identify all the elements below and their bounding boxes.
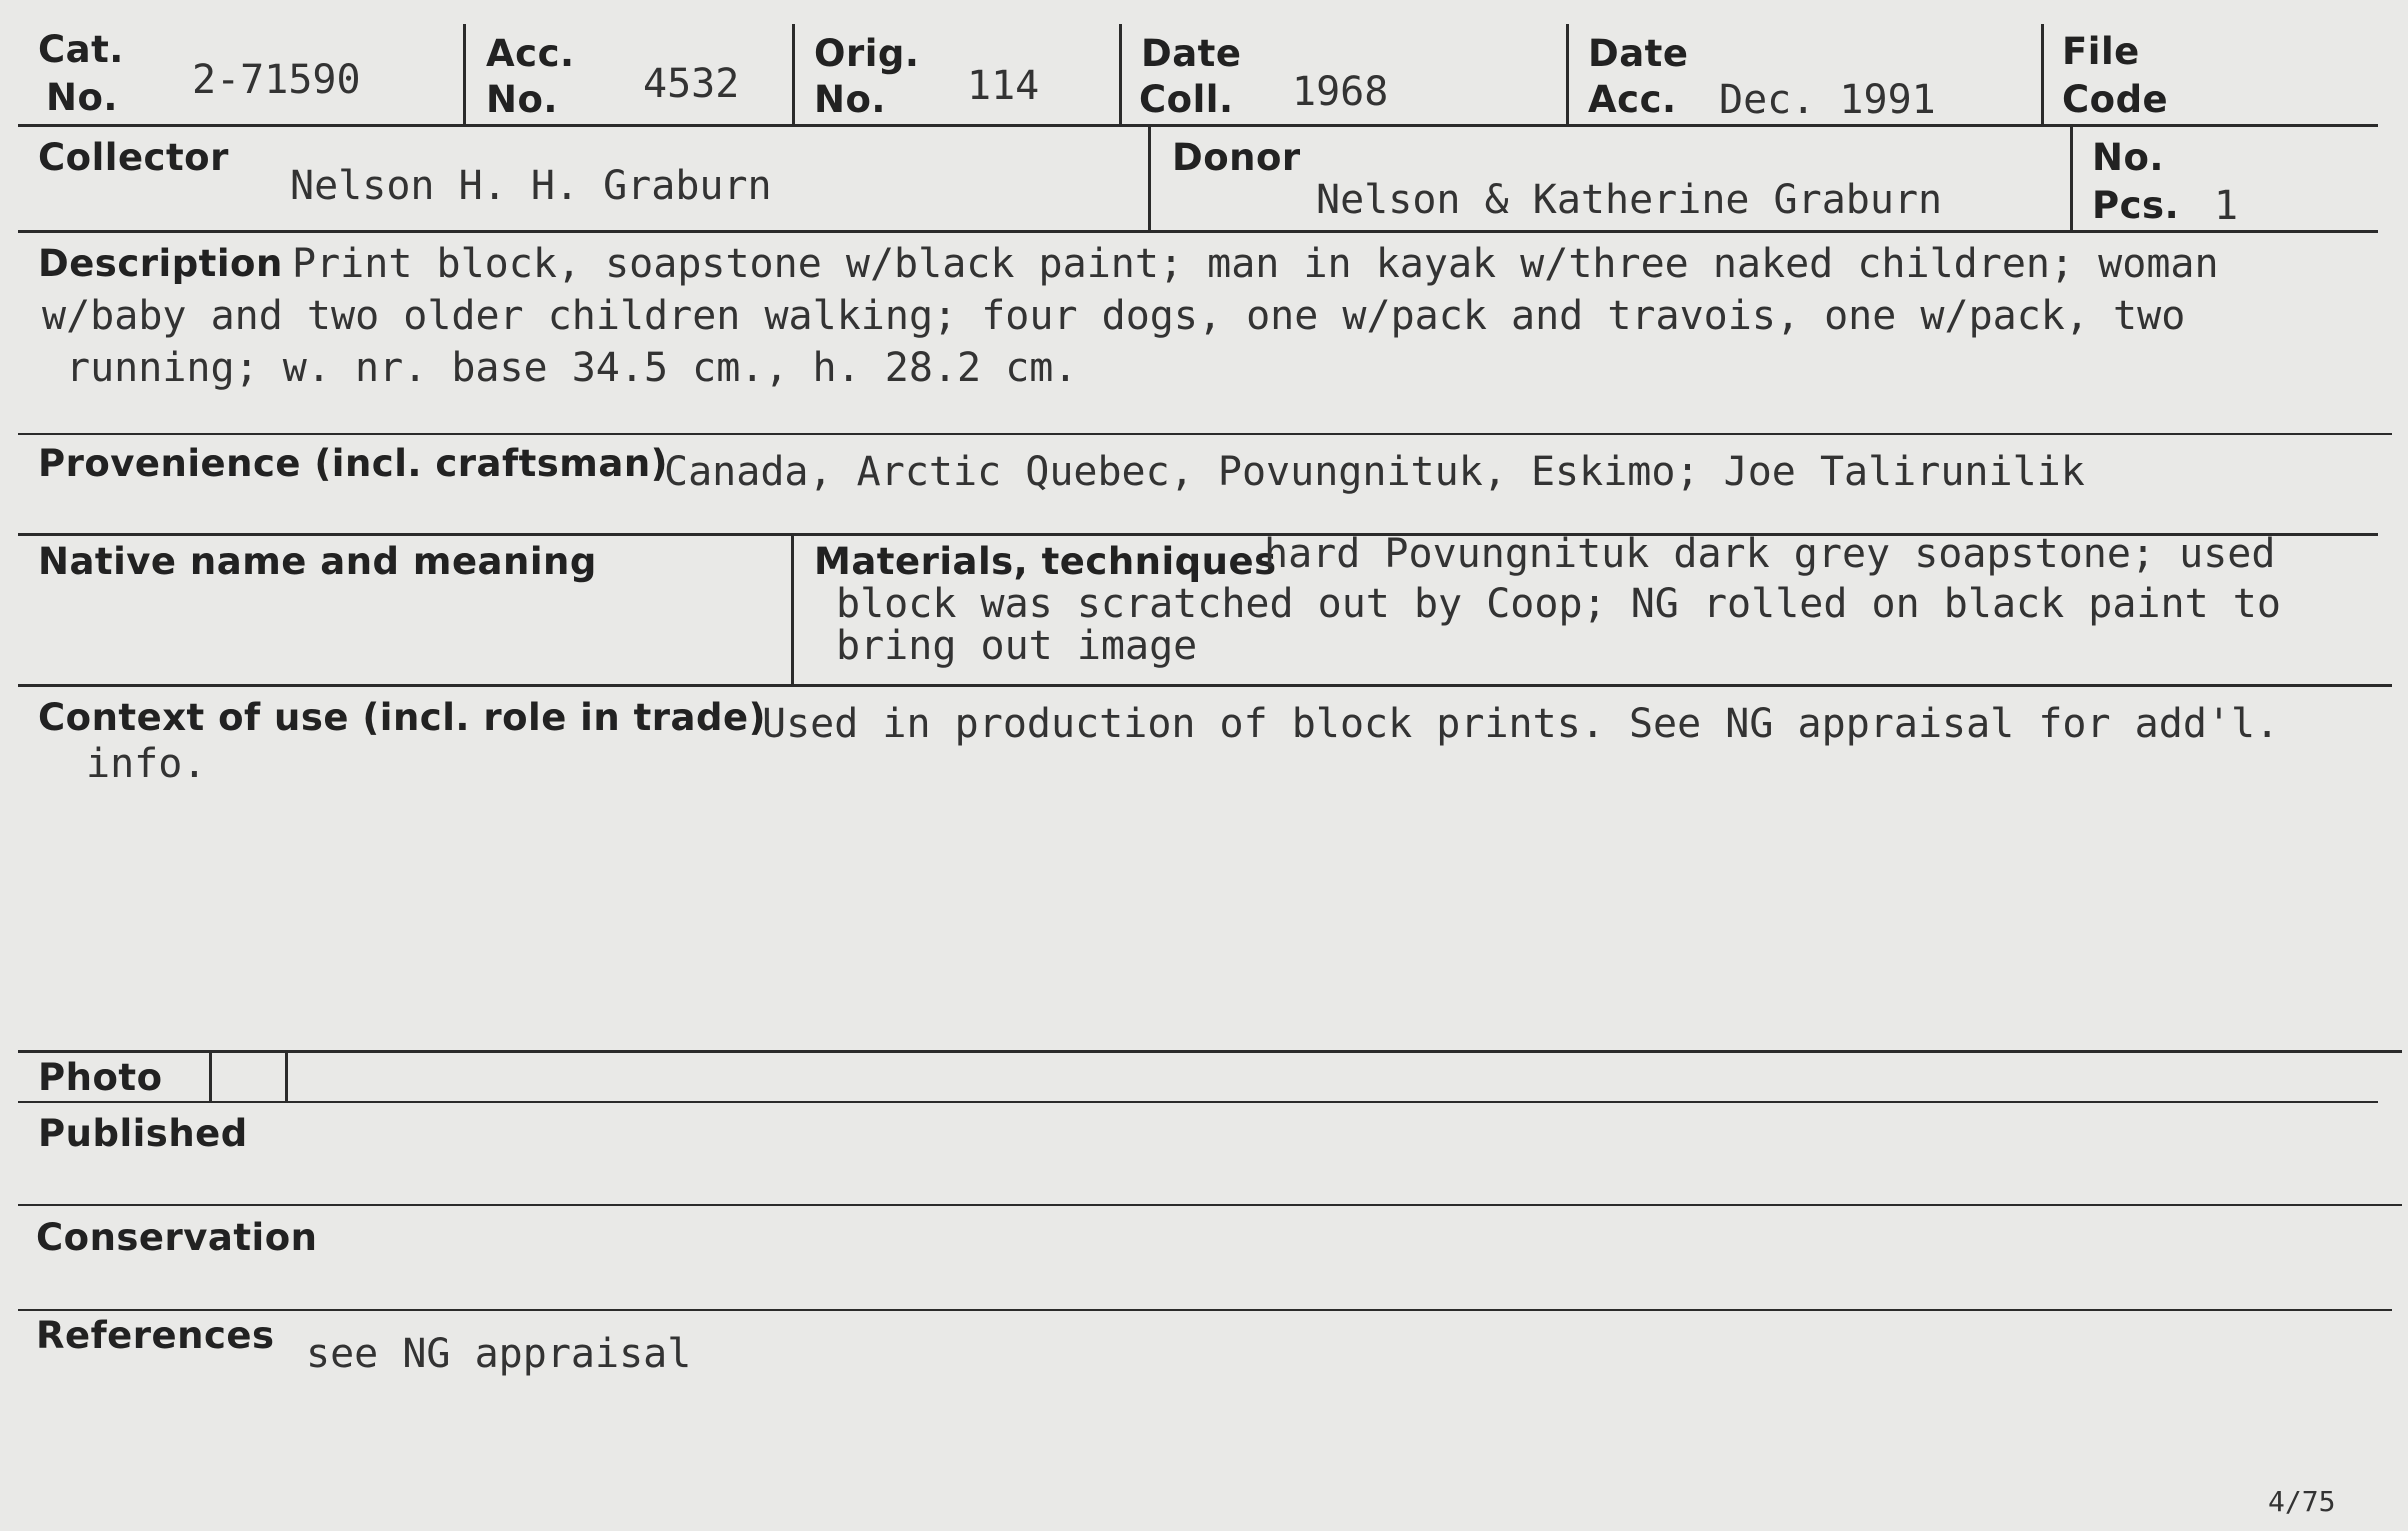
context-line-1: Used in production of block prints. See NG appraisal for add'l. (762, 701, 2280, 747)
cat-no-label-line2: No. (46, 76, 118, 119)
divider-orig-datecoll (1119, 24, 1122, 126)
date-acc-label-line1: Date (1588, 32, 1689, 75)
context-line-2: info. (86, 741, 207, 787)
description-line-3: running; w. nr. base 34.5 cm., h. 28.2 cm. (66, 345, 1078, 391)
divider-photo-box-1 (209, 1052, 212, 1103)
date-acc-label-line2: Acc. (1588, 78, 1677, 121)
acc-no-label-line1: Acc. (486, 32, 575, 75)
pieces-label-line1: No. (2092, 136, 2164, 179)
rule-photo-bottom (18, 1101, 2378, 1103)
references-label: References (36, 1314, 275, 1357)
materials-label: Materials, techniques (814, 540, 1277, 583)
orig-no-value: 114 (967, 63, 1040, 109)
cat-no-value: 2-71590 (192, 57, 361, 103)
divider-acc-orig (792, 24, 795, 126)
rule-context-bottom (18, 1050, 2402, 1053)
photo-label: Photo (38, 1056, 163, 1099)
divider-dateacc-file (2041, 24, 2044, 126)
date-acc-value: Dec. 1991 (1719, 77, 1936, 123)
acc-no-label-line2: No. (486, 78, 558, 121)
rule-published-bottom (18, 1204, 2402, 1206)
native-name-label: Native name and meaning (38, 540, 597, 583)
materials-line-2: block was scratched out by Coop; NG rolled on black paint to (836, 581, 2281, 627)
rule-conservation-bottom (18, 1309, 2392, 1311)
references-value: see NG appraisal (306, 1331, 692, 1377)
divider-collector-donor (1148, 126, 1151, 232)
rule-description-bottom (18, 433, 2392, 435)
provenience-value: Canada, Arctic Quebec, Povungnituk, Eskimo; Joe Talirunilik (664, 449, 2085, 495)
file-code-label-line1: File (2062, 30, 2140, 73)
description-label: Description (38, 242, 283, 285)
rule-collector-bottom (18, 230, 2378, 233)
date-coll-label-line2: Coll. (1139, 78, 1234, 121)
donor-value: Nelson & Katherine Graburn (1316, 177, 1943, 223)
file-code-label-line2: Code (2062, 78, 2169, 121)
rule-header-bottom (18, 124, 2378, 127)
materials-line-3: bring out image (836, 623, 1198, 669)
rule-materials-bottom (18, 684, 2392, 687)
orig-no-label-line1: Orig. (814, 32, 920, 75)
date-coll-value: 1968 (1292, 69, 1389, 115)
collector-value: Nelson H. H. Graburn (290, 163, 772, 209)
acc-no-value: 4532 (643, 61, 740, 107)
pieces-value: 1 (2214, 183, 2239, 229)
divider-native-materials (791, 535, 794, 686)
orig-no-label-line2: No. (814, 78, 886, 121)
divider-photo-box-2 (285, 1052, 288, 1103)
date-coll-label-line1: Date (1141, 32, 1242, 75)
context-label: Context of use (incl. role in trade) (38, 696, 766, 739)
materials-line-1: hard Povungnituk dark grey soapstone; used (1264, 531, 2276, 577)
divider-datecoll-dateacc (1566, 24, 1569, 126)
cat-no-label-line1: Cat. (38, 28, 124, 71)
published-label: Published (38, 1112, 248, 1155)
conservation-label: Conservation (36, 1216, 318, 1259)
description-line-2: w/baby and two older children walking; four dogs, one w/pack and travois, one w/pack, two (42, 293, 2186, 339)
divider-cat-acc (463, 24, 466, 126)
form-code: 4/75 (2268, 1485, 2336, 1518)
provenience-label: Provenience (incl. craftsman) (38, 442, 669, 485)
donor-label: Donor (1172, 136, 1301, 179)
divider-donor-pieces (2070, 126, 2073, 232)
pieces-label-line2: Pcs. (2092, 184, 2180, 227)
description-line-1: Print block, soapstone w/black paint; man in kayak w/three naked children; woman (292, 241, 2219, 287)
collector-label: Collector (38, 136, 229, 179)
